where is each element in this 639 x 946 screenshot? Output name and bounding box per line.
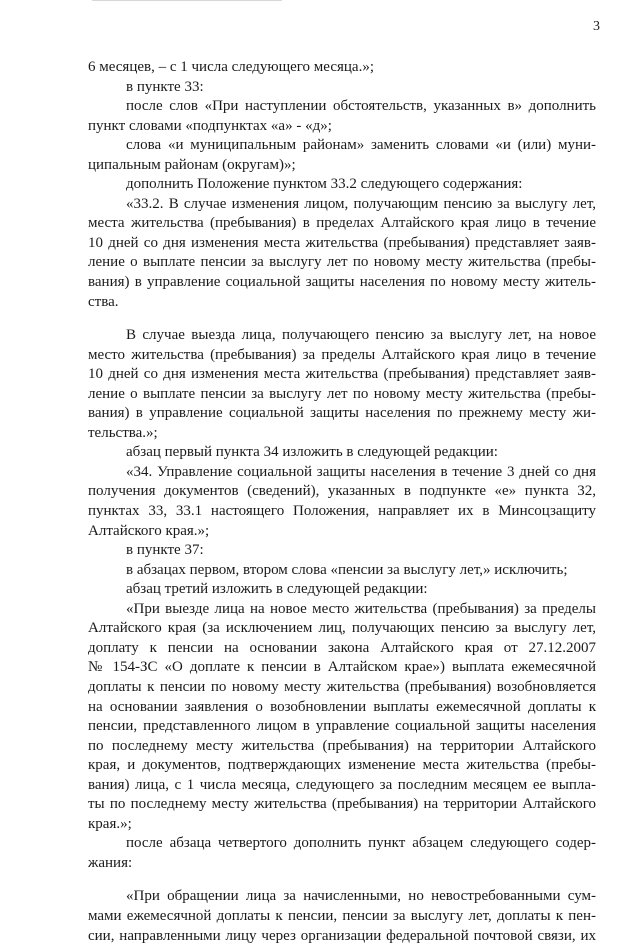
text-line: ципальным районам (округам)»; xyxy=(88,156,296,173)
text-line: Алтайского края (за исключением лиц, получающих пенсию за выслугу лет, xyxy=(88,620,596,637)
paragraph-gap xyxy=(88,312,596,326)
text-line: 6 месяцев, – с 1 числа следующего месяца.»; xyxy=(88,59,374,75)
text-line: сии, направленными лицу через организации федеральной почтовой связи, их xyxy=(88,927,596,944)
text-line: на основании заявления о возобновлении выплаты ежемесячной доплаты к xyxy=(88,698,596,715)
text-line: место жительства (пребывания) за пределы Алтайского края лицо в течение xyxy=(88,346,596,363)
text-line: пенсии, представленного лицом в управление социальной защиты населения xyxy=(88,718,596,735)
text-line: в пункте 37: xyxy=(126,542,204,559)
text-line: тельства.»; xyxy=(88,424,158,441)
text-line: 10 дней со дня изменения места жительства (пребывания) представляет заяв- xyxy=(88,366,596,383)
top-rule xyxy=(92,0,282,1)
text-line: жания: xyxy=(88,854,133,871)
text-line: ление о выплате пенсии за выслугу лет по новому месту жительства (пребы- xyxy=(88,254,596,271)
document-body xyxy=(88,58,596,946)
text-line: по последнему месту жительства (пребывания) на территории Алтайского xyxy=(88,737,596,754)
text-line: № 154-ЗС «О доплате к пенсии в Алтайском крае») выплата ежемесячной xyxy=(88,659,596,676)
text-line: «При выезде лица на новое место жительства (пребывания) за пределы xyxy=(126,600,596,617)
text-line: места жительства (пребывания) в пределах Алтайского края лицо в течение xyxy=(88,215,596,232)
text-line: слова «и муниципальным районам» заменить словами «и (или) муни- xyxy=(126,137,596,154)
text-line: вания) лица, с 1 числа месяца, следующего за последним месяцем ее выпла- xyxy=(88,776,596,793)
text-line: доплаты к пенсии по новому месту жительства (пребывания) возобновляется xyxy=(88,678,596,695)
text-line: после абзаца четвертого дополнить пункт абзацем следующего содер- xyxy=(126,835,596,852)
text-line: доплату к пенсии на основании закона Алтайского края от 27.12.2007 xyxy=(88,639,596,656)
text-line: абзац третий изложить в следующей редакции: xyxy=(126,581,428,598)
text-line: получения документов (сведений), указанных в подпункте «е» пункта 32, xyxy=(88,483,596,500)
text-line: ства. xyxy=(88,293,119,310)
text-line: пункт словами «подпунктах «а» - «д»; xyxy=(88,117,332,134)
text-line: ление о выплате пенсии за выслугу лет по новому месту жительства (пребы- xyxy=(88,385,596,402)
text-line: в пункте 33: xyxy=(126,78,204,95)
text-line: края.»; xyxy=(88,815,132,832)
text-line: вания) в управление социальной защиты населения по новому месту житель- xyxy=(88,274,596,291)
text-line: после слов «При наступлении обстоятельств, указанных в» дополнить xyxy=(126,98,596,115)
text-line: дополнить Положение пунктом 33.2 следующего содержания: xyxy=(126,176,523,193)
text-line: «При обращении лица за начисленными, но невостребованными сум- xyxy=(126,888,596,905)
text-line: Алтайского края.»; xyxy=(88,522,210,539)
text-line: «34. Управление социальной защиты населения в течение 3 дней со дня xyxy=(126,463,596,480)
text-line: 10 дней со дня изменения места жительства (пребывания) представляет заяв- xyxy=(88,234,596,251)
text-line: мами ежемесячной доплаты к пенсии, пенсии за выслугу лет, доплаты к пен- xyxy=(88,907,596,924)
text-line: пунктах 33, 33.1 настоящего Положения, направляет их в Минсоцзащиту xyxy=(88,503,596,520)
text-line: абзац первый пункта 34 изложить в следующей редакции: xyxy=(126,444,498,461)
page-number: 3 xyxy=(593,19,600,34)
text-line: вания) в управление социальной защиты населения по прежнему месту жи- xyxy=(88,405,596,422)
text-line: ты по последнему месту жительства (пребывания) на территории Алтайского xyxy=(88,796,596,813)
text-line: в абзацах первом, втором слова «пенсии за выслугу лет,» исключить; xyxy=(126,561,568,578)
text-line: края, и документов, подтверждающих изменение места жительства (пребы- xyxy=(88,757,596,774)
text-line: В случае выезда лица, получающего пенсию за выслугу лет, на новое xyxy=(126,327,596,344)
paragraph-gap xyxy=(88,873,596,887)
text-line: «33.2. В случае изменения лицом, получающим пенсию за выслугу лет, xyxy=(126,195,596,212)
